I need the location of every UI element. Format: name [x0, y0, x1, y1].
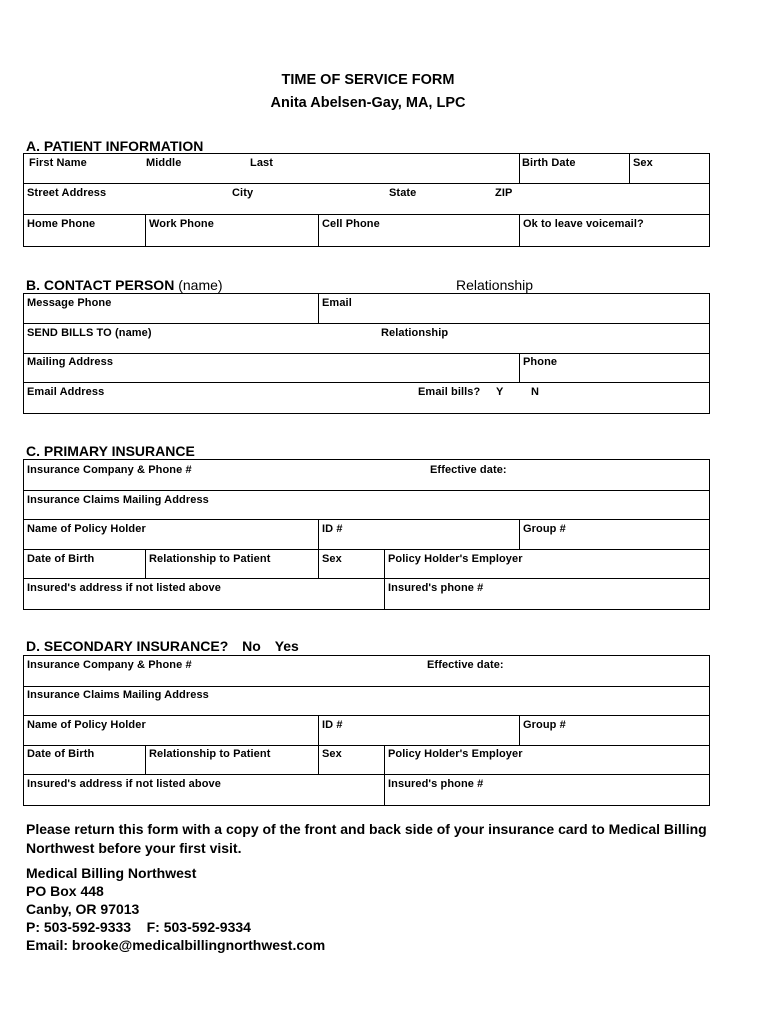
primary-employer-field[interactable]: Policy Holder's Employer [388, 553, 523, 565]
secondary-group-field[interactable]: Group # [523, 719, 566, 731]
primary-sex-field[interactable]: Sex [322, 553, 342, 565]
zip-field[interactable]: ZIP [495, 187, 513, 199]
primary-effective-date-field[interactable]: Effective date: [430, 464, 507, 476]
patient-info-table [23, 153, 710, 247]
section-b-heading [26, 277, 223, 293]
return-instructions-line2: Northwest before your first visit. [26, 840, 242, 856]
secondary-dob-field[interactable]: Date of Birth [27, 748, 95, 760]
return-instructions-line1: Please return this form with a copy of the front and back side of your insurance card to Medical Billing [26, 821, 707, 837]
secondary-id-field[interactable]: ID # [322, 719, 343, 731]
section-d-heading [26, 638, 299, 654]
billing-city: Canby, OR 97013 [26, 901, 140, 917]
secondary-insured-address-field[interactable]: Insured's address if not listed above [27, 778, 221, 790]
email-bills-yes-option[interactable]: Y [496, 386, 504, 398]
city-field[interactable]: City [232, 187, 254, 199]
primary-insurance-table [23, 459, 710, 610]
secondary-no-option[interactable]: No [242, 638, 261, 654]
primary-insured-address-field[interactable]: Insured's address if not listed above [27, 582, 221, 594]
form-title: TIME OF SERVICE FORM [281, 72, 455, 88]
secondary-policy-holder-field[interactable]: Name of Policy Holder [27, 719, 146, 731]
billing-company-name: Medical Billing Northwest [26, 865, 197, 881]
primary-relationship-field[interactable]: Relationship to Patient [149, 553, 271, 565]
primary-dob-field[interactable]: Date of Birth [27, 553, 95, 565]
voicemail-field[interactable]: Ok to leave voicemail? [523, 218, 644, 230]
billing-address-block [26, 864, 325, 954]
secondary-claims-address-field[interactable]: Insurance Claims Mailing Address [27, 689, 209, 701]
home-phone-field[interactable]: Home Phone [27, 218, 96, 230]
provider-name: Anita Abelsen-Gay, MA, LPC [270, 95, 466, 111]
secondary-yes-option[interactable]: Yes [274, 638, 299, 654]
secondary-heading-text: D. SECONDARY INSURANCE? [26, 638, 229, 654]
send-bills-field[interactable]: SEND BILLS TO (name) [27, 327, 152, 339]
secondary-company-field[interactable]: Insurance Company & Phone # [27, 659, 192, 671]
secondary-insured-phone-field[interactable]: Insured's phone # [388, 778, 484, 790]
billing-email: Email: brooke@medicalbillingnorthwest.com [26, 937, 326, 953]
primary-insured-phone-field[interactable]: Insured's phone # [388, 582, 484, 594]
billing-phone-fax: P: 503-592-9333 F: 503-592-9334 [26, 919, 251, 935]
last-name-field[interactable]: Last [250, 157, 274, 169]
message-phone-field[interactable]: Message Phone [27, 297, 112, 309]
contact-table [23, 293, 710, 414]
first-name-field[interactable]: First Name [29, 157, 87, 169]
sex-field[interactable]: Sex [633, 157, 653, 169]
primary-company-field[interactable]: Insurance Company & Phone # [27, 464, 192, 476]
state-field[interactable]: State [389, 187, 417, 199]
secondary-sex-field[interactable]: Sex [322, 748, 342, 760]
primary-group-field[interactable]: Group # [523, 523, 566, 535]
billing-po-box: PO Box 448 [26, 883, 104, 899]
mailing-address-field[interactable]: Mailing Address [27, 356, 114, 368]
primary-claims-address-field[interactable]: Insurance Claims Mailing Address [27, 494, 209, 506]
contact-email-field[interactable]: Email [322, 297, 352, 309]
birth-date-field[interactable]: Birth Date [522, 157, 576, 169]
primary-policy-holder-field[interactable]: Name of Policy Holder [27, 523, 146, 535]
email-bills-label: Email bills? [418, 386, 481, 398]
email-bills-no-option[interactable]: N [531, 386, 540, 398]
bills-relationship-field[interactable]: Relationship [381, 327, 449, 339]
secondary-relationship-field[interactable]: Relationship to Patient [149, 748, 271, 760]
section-a-heading: A. PATIENT INFORMATION [26, 138, 204, 154]
secondary-effective-date-field[interactable]: Effective date: [427, 659, 504, 671]
contact-heading-text: B. CONTACT PERSON [26, 277, 175, 293]
secondary-insurance-table [23, 655, 710, 806]
billing-phone-field[interactable]: Phone [523, 356, 558, 368]
cell-phone-field[interactable]: Cell Phone [322, 218, 380, 230]
street-address-field[interactable]: Street Address [27, 187, 107, 199]
middle-name-field[interactable]: Middle [146, 157, 182, 169]
secondary-employer-field[interactable]: Policy Holder's Employer [388, 748, 523, 760]
primary-id-field[interactable]: ID # [322, 523, 343, 535]
contact-relationship-heading: Relationship [456, 277, 534, 293]
work-phone-field[interactable]: Work Phone [149, 218, 214, 230]
email-address-field[interactable]: Email Address [27, 386, 105, 398]
return-instructions [26, 820, 726, 858]
section-c-heading: C. PRIMARY INSURANCE [26, 443, 195, 459]
contact-heading-suffix: (name) [178, 277, 223, 293]
